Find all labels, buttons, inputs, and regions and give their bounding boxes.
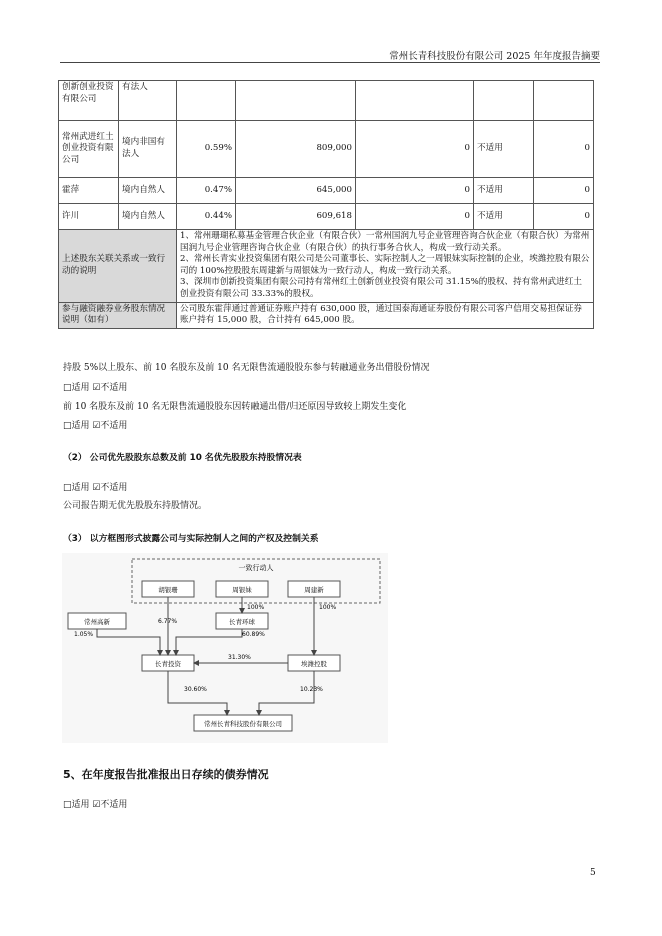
relations-label: 上述股东关联关系或一致行动的说明: [59, 230, 177, 303]
table-row: [59, 230, 594, 303]
shareholder-type: 境内自然人: [119, 178, 177, 204]
table-row: [59, 204, 594, 230]
svg-text:100%: 100%: [319, 604, 337, 611]
pledge-number: 0: [534, 178, 594, 204]
svg-text:周银妹: 周银妹: [232, 586, 252, 594]
pledge-status: 不适用: [474, 178, 534, 204]
holding-pct: 0.59%: [177, 121, 236, 178]
pledge-number: 0: [534, 204, 594, 230]
svg-text:100%: 100%: [247, 604, 265, 611]
section-heading: （2） 公司优先股股东总数及前 10 名优先股股东持股情况表: [63, 453, 302, 463]
holding-restricted: 0: [356, 178, 474, 204]
page-header: 常州长青科技股份有限公司 2025 年年度报告摘要: [389, 51, 600, 62]
svg-text:60.89%: 60.89%: [242, 631, 265, 638]
holding-restricted: 0: [356, 121, 474, 178]
shareholder-table: [58, 80, 594, 329]
svg-text:长青投资: 长青投资: [155, 660, 181, 668]
checkbox-option: □适用 ☑不适用: [63, 383, 128, 393]
shareholder-type: 境内自然人: [119, 204, 177, 230]
ownership-diagram: [62, 553, 388, 743]
checkbox-option: □适用 ☑不适用: [63, 800, 128, 810]
svg-text:长青环球: 长青环球: [229, 618, 255, 626]
margin-label: 参与融资融券业务股东情况说明（如有）: [59, 302, 177, 328]
table-row: [59, 302, 594, 328]
header-divider: [60, 62, 600, 63]
section-heading: （3） 以方框图形式披露公司与实际控制人之间的产权及控制关系: [63, 534, 319, 544]
svg-text:30.60%: 30.60%: [184, 686, 207, 693]
table-row: [59, 121, 594, 178]
holding-total: 609,618: [236, 204, 356, 230]
shareholder-name: 许川: [59, 204, 119, 230]
table-row: [59, 178, 594, 204]
shareholder-name: 霍萍: [59, 178, 119, 204]
pledge-status: 不适用: [474, 204, 534, 230]
holding-pct: 0.44%: [177, 204, 236, 230]
relations-text: 1、常州珊瑚私募基金管理合伙企业（有限合伙）一常州国润九号企业管理咨询合伙企业（有限合伙）为常州国润九号企业管理咨询合伙企业（有限合伙）的执行事务合伙人，构成一致行动关系。 2、常州长青实业投资集团有限公司是公司董事长、实际控制人之一周银妹实际控制的企业，埃潍控股有限公司的 100%控股股东周建新与周银妹为一致行动人，构成一致行动关系。 3、深圳市创新投资集团有限公司持有常州红土创新创业投资有限公司 31.15%的股权、持有常州武进红土创业投资有限公司 33.33%的股权。: [177, 230, 594, 303]
holding-pct: 0.47%: [177, 178, 236, 204]
pledge-status: 不适用: [474, 121, 534, 178]
svg-text:6.77%: 6.77%: [158, 618, 178, 625]
checkbox-option: □适用 ☑不适用: [63, 421, 128, 431]
svg-text:胡银珊: 胡银珊: [158, 586, 178, 594]
svg-text:1.05%: 1.05%: [74, 631, 94, 638]
checkbox-option: □适用 ☑不适用: [63, 483, 128, 493]
shareholder-type: 境内非国有法人: [119, 121, 177, 178]
svg-text:10.23%: 10.23%: [300, 686, 323, 693]
margin-text: 公司股东霍萍通过普通证券账户持有 630,000 股，通过国泰海通证券股份有限公司客户信用交易担保证券账户持有 15,000 股，合计持有 645,000 股。: [177, 302, 594, 328]
svg-text:埃潍控股: 埃潍控股: [301, 660, 327, 668]
svg-text:常州长青科技股份有限公司: 常州长青科技股份有限公司: [204, 720, 282, 728]
svg-text:一致行动人: 一致行动人: [238, 564, 274, 572]
paragraph: 持股 5%以上股东、前 10 名股东及前 10 名无限售流通股股东参与转融通业务出借股份情况: [63, 363, 430, 373]
shareholder-name: 常州武进红土创业投资有限公司: [59, 121, 119, 178]
paragraph: 公司报告期无优先股股东持股情况。: [63, 501, 208, 511]
page-number: 5: [590, 868, 596, 878]
pledge-number: 0: [534, 121, 594, 178]
svg-text:31.30%: 31.30%: [228, 654, 251, 661]
table-row: [59, 81, 594, 121]
holding-total: 645,000: [236, 178, 356, 204]
holding-restricted: 0: [356, 204, 474, 230]
svg-text:周建新: 周建新: [304, 586, 324, 594]
svg-text:常州高新: 常州高新: [84, 618, 110, 626]
shareholder-name: 创新创业投资有限公司: [59, 81, 119, 121]
shareholder-type: 有法人: [119, 81, 177, 121]
section-heading: 5、在年度报告批准报出日存续的债券情况: [63, 768, 269, 781]
paragraph: 前 10 名股东及前 10 名无限售流通股股东因转融通出借/归还原因导致较上期发生变化: [63, 402, 407, 412]
holding-total: 809,000: [236, 121, 356, 178]
